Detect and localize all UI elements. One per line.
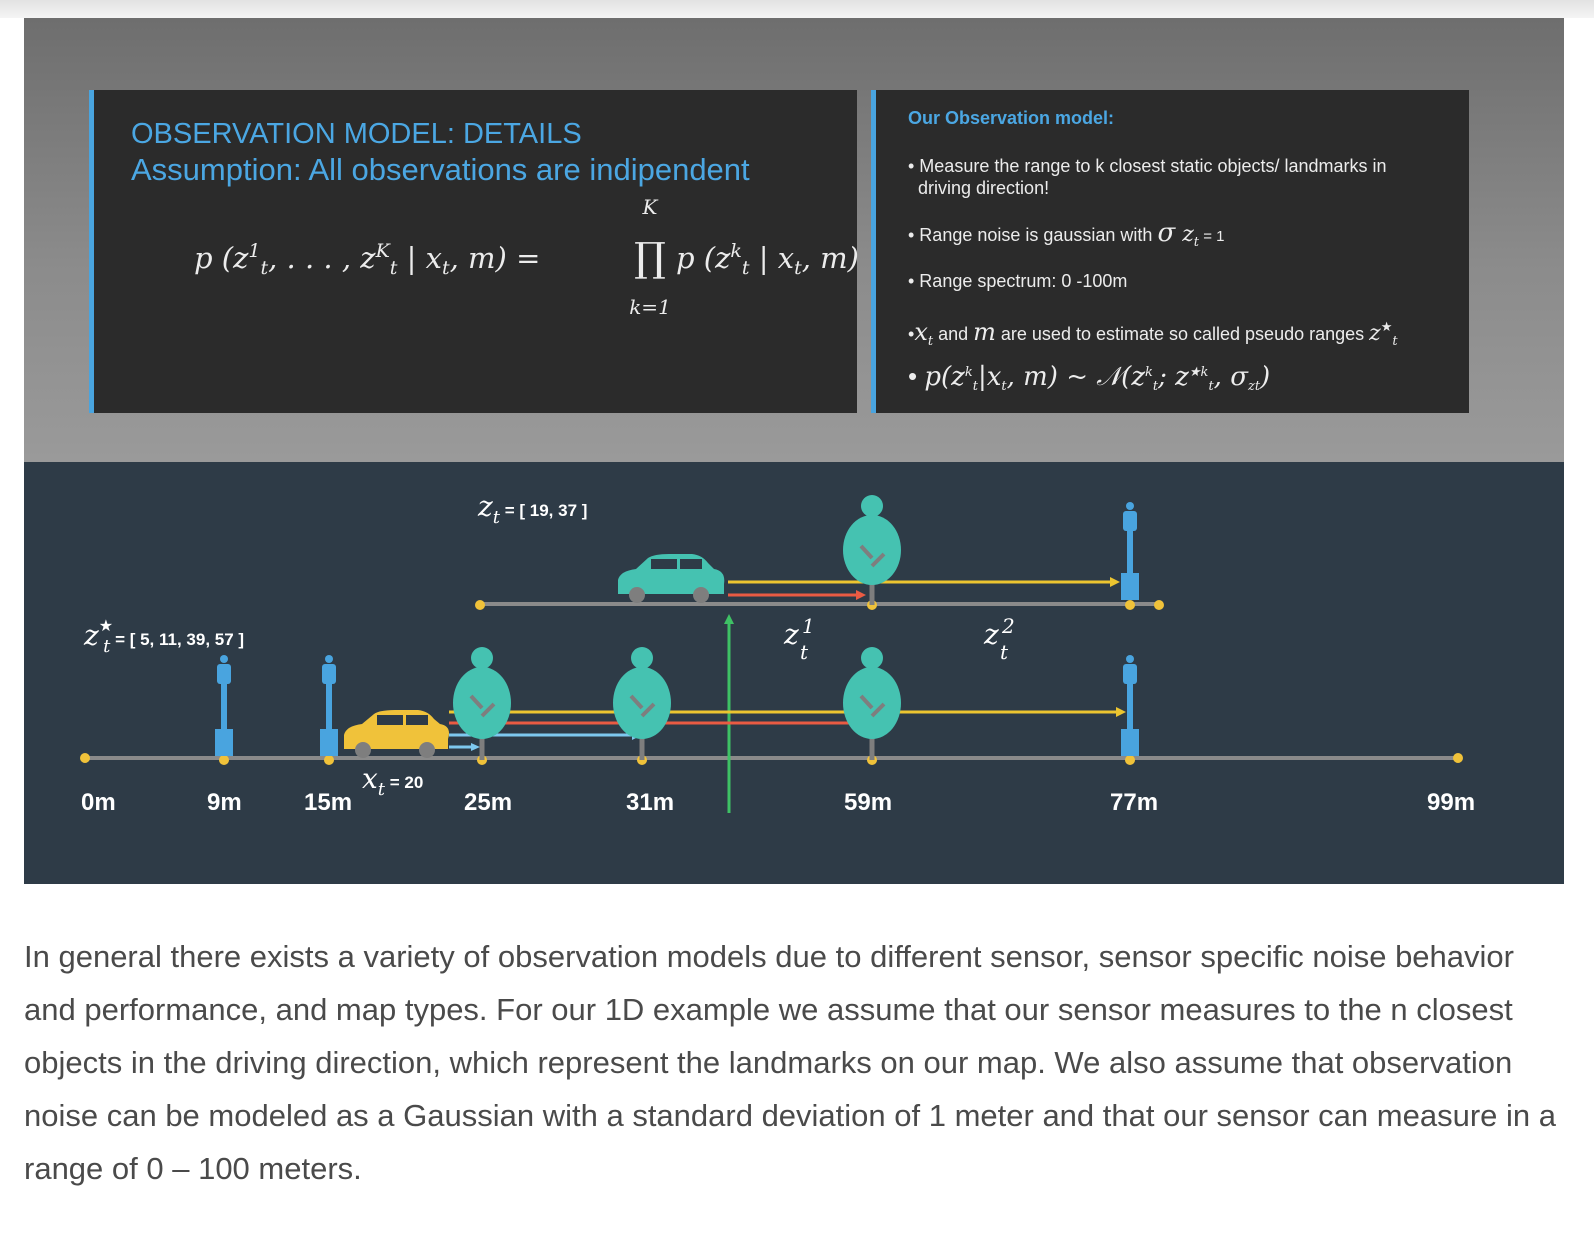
- model-title: Our Observation model:: [908, 108, 1115, 128]
- independence-formula-lhs: p ($z^1_t$, . . . , $z^K_t$ | $x_t$, m) =: [194, 240, 541, 279]
- bullet-range-noise: • Range noise is gaussian with σ $z_t = 1$: [908, 218, 1225, 250]
- road-dot-0m: [80, 753, 90, 763]
- street-lamp-icon-15m: [320, 655, 338, 756]
- road-dot-9m: [219, 755, 229, 765]
- axis-label-25m: 25m: [464, 789, 513, 816]
- range-diagram: [24, 18, 1564, 884]
- upper-road-start-dot: [475, 600, 485, 610]
- panel-heading: OBSERVATION MODEL: DETAILS: [131, 118, 582, 150]
- street-lamp-icon-upper-77m: [1121, 502, 1139, 600]
- green-marker-arrowhead: [724, 614, 734, 624]
- short-blue-arrowhead: [471, 743, 480, 751]
- teal-car-icon: [618, 554, 724, 603]
- assumption-text: Assumption: All observations are indipendent: [131, 152, 750, 187]
- zstar-pseudo-ranges-label: $z^★_t$ = [ 5, 11, 39, 57 ]: [84, 616, 245, 657]
- axis-label-15m: 15m: [304, 789, 353, 816]
- product-lower-limit: k=1: [629, 295, 671, 319]
- bullet-measure-range: • Measure the range to k closest static objects/ landmarks in driving direction!: [908, 156, 1387, 198]
- upper-yellow-arrowhead: [1110, 577, 1120, 587]
- caption-paragraph: In general there exists a variety of observation models due to different sensor, sensor specific noise behavior and performance, and map types. For our 1D example we assume that our sensor measures to the n closest objects in the driving direction, which represent the landmarks on our map. We also assume that observation noise can be modeled as a Gaussian with a standard deviation of 1 meter and that our sensor can measure in a range of 0 – 100 meters.: [24, 939, 1556, 1186]
- upper-red-arrowhead: [856, 590, 866, 600]
- axis-label-9m: 9m: [207, 789, 242, 816]
- tree-icon-upper-59m: [843, 495, 901, 605]
- product-upper-limit: K: [642, 195, 658, 219]
- zt-measurement-label: $z_t$ = [ 19, 37 ]: [478, 490, 588, 528]
- axis-label-31m: 31m: [626, 789, 675, 816]
- independence-formula-rhs: p ($z^k_t$ | $x_t$, m): [676, 240, 859, 279]
- bullet-pseudo-ranges: $•x_t$ and m are used to estimate so called pseudo ranges $z^★_t$: [908, 318, 1398, 349]
- slide-image: [24, 18, 1564, 884]
- upper-road-lamp-dot: [1125, 600, 1135, 610]
- yellow-car-icon: [344, 710, 449, 758]
- bullet-gaussian-formula: • $p(z^kt|xt$, m) ~ $𝒩(z^kt$; $z^{★k}t$, σzt): [908, 361, 1271, 394]
- z2-range-label: z 2 t: [984, 614, 1015, 664]
- road-dot-15m: [324, 755, 334, 765]
- axis-label-59m: 59m: [844, 789, 893, 816]
- z1-range-label: z 1 t: [784, 614, 815, 664]
- street-lamp-icon-77m: [1121, 655, 1139, 756]
- top-strip: [0, 0, 1594, 18]
- road-dot-99m: [1453, 753, 1463, 763]
- axis-label-99m: 99m: [1427, 789, 1476, 816]
- street-lamp-icon-9m: [215, 655, 233, 756]
- lower-yellow-arrowhead: [1116, 707, 1126, 717]
- xt-position-label: $x_t = 20$: [362, 762, 424, 800]
- road-dot-77m: [1125, 755, 1135, 765]
- upper-road-end-dot: [1154, 600, 1164, 610]
- product-symbol: ∏: [634, 235, 666, 281]
- tree-icon-31m: [613, 647, 671, 760]
- axis-label-77m: 77m: [1110, 789, 1159, 816]
- axis-label-0m: 0m: [81, 789, 116, 816]
- tree-icon-59m: [843, 647, 901, 760]
- bullet-range-spectrum: • Range spectrum: 0 -100m: [908, 271, 1128, 291]
- tree-icon-25m: [453, 647, 511, 760]
